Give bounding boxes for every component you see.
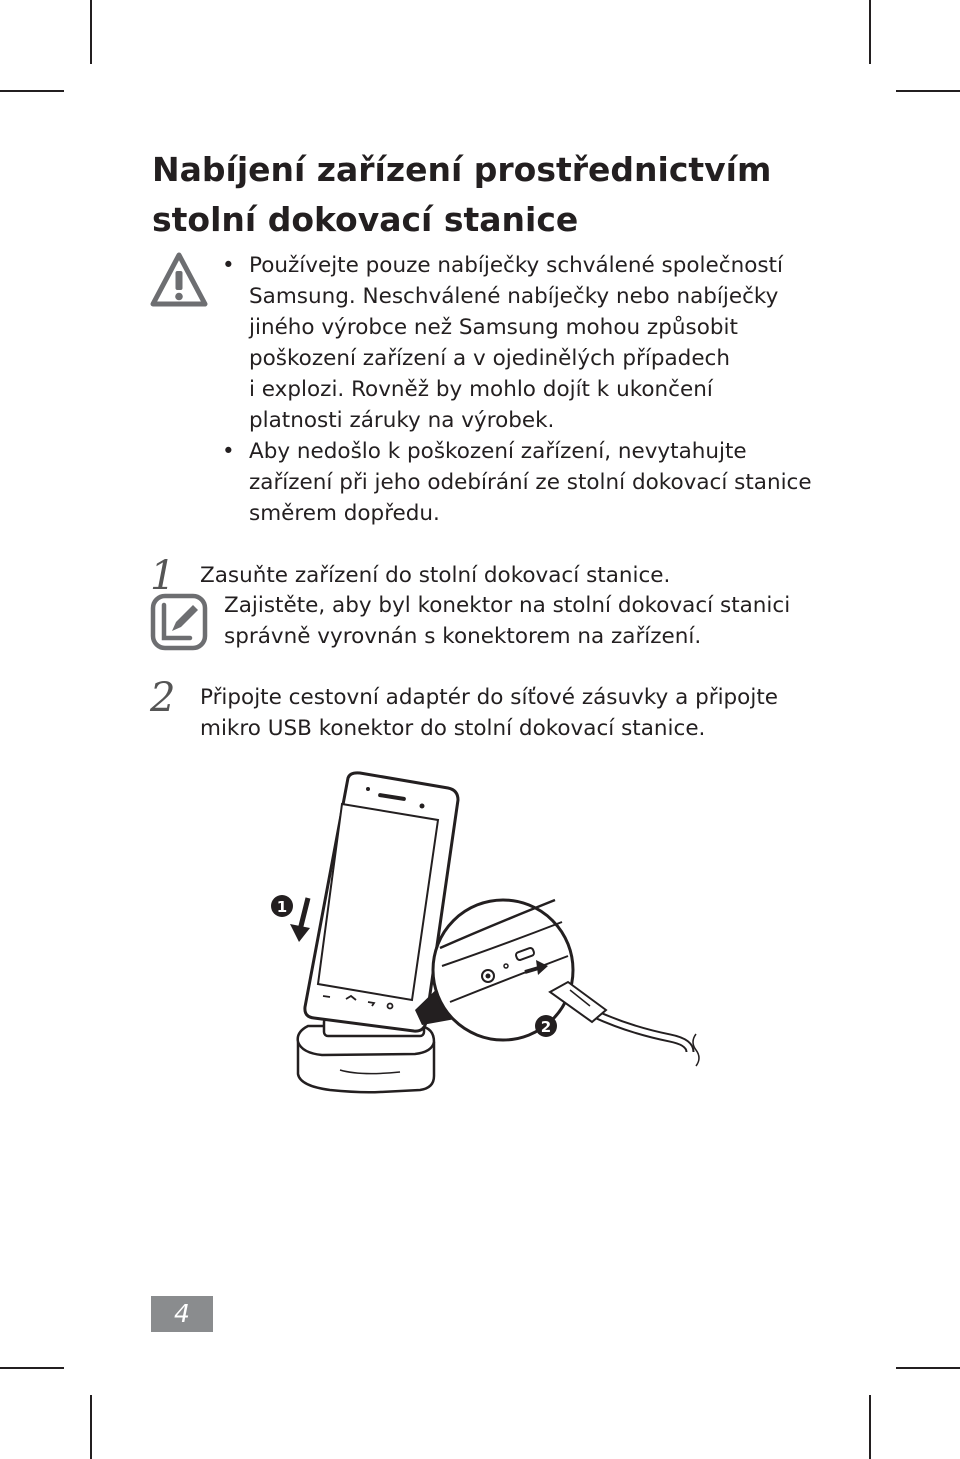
step-text: mikro USB konektor do stolní dokovací stanice. (200, 716, 706, 741)
text-line: správně vyrovnán s konektorem na zařízení. (224, 624, 702, 649)
step-number: 2 (150, 675, 176, 721)
title-line: Nabíjení zařízení prostřednictvím (152, 150, 772, 189)
text-line: směrem dopředu. (249, 501, 440, 526)
text-line: jiného výrobce než Samsung mohou způsobit (249, 315, 738, 340)
step-text: Připojte cestovní adaptér do síťové zásuvky a připojte (200, 685, 778, 710)
step-2 (150, 675, 778, 744)
step-number: 1 (150, 553, 176, 599)
warning-list (222, 250, 862, 529)
crop-mark (896, 1367, 960, 1369)
note-pencil-icon (150, 593, 208, 651)
text-line: platnosti záruky na výrobek. (249, 408, 555, 433)
crop-mark (0, 90, 64, 92)
crop-mark (869, 0, 871, 64)
warning-triangle-icon (150, 252, 208, 308)
crop-mark (869, 1395, 871, 1459)
title-line: stolní dokovací stanice (152, 200, 579, 239)
text-line: Používejte pouze nabíječky schválené společností (249, 253, 783, 278)
page-number: 4 (151, 1296, 213, 1332)
text-line: Samsung. Neschválené nabíječky nebo nabíječky (249, 284, 779, 309)
text-line: i explozi. Rovněž by mohlo dojít k ukončení (249, 377, 713, 402)
note-text (224, 590, 790, 652)
crop-mark (90, 0, 92, 64)
crop-mark (896, 90, 960, 92)
text-line: Zajistěte, aby byl konektor na stolní dokovací stanici (224, 593, 791, 618)
bullet-marker: • (222, 253, 235, 278)
step-text: Zasuňte zařízení do stolní dokovací stanice. (200, 563, 671, 588)
list-item (222, 436, 862, 529)
callout-2-label: 2 (540, 1018, 552, 1036)
callout-1-label: 1 (276, 898, 288, 916)
page-title (152, 145, 872, 245)
bullet-marker: • (222, 439, 235, 464)
text-line: Aby nedošlo k poškození zařízení, nevytahujte (249, 439, 747, 464)
text-line: poškození zařízení a v ojedinělých případech (249, 346, 730, 371)
usb-cable (550, 982, 699, 1066)
step-1 (150, 553, 671, 599)
text-line: zařízení při jeho odebírání ze stolní dokovací stanice (249, 470, 812, 495)
crop-mark (0, 1367, 64, 1369)
crop-mark (90, 1395, 92, 1459)
docking-illustration (250, 770, 710, 1100)
list-item (222, 250, 862, 436)
